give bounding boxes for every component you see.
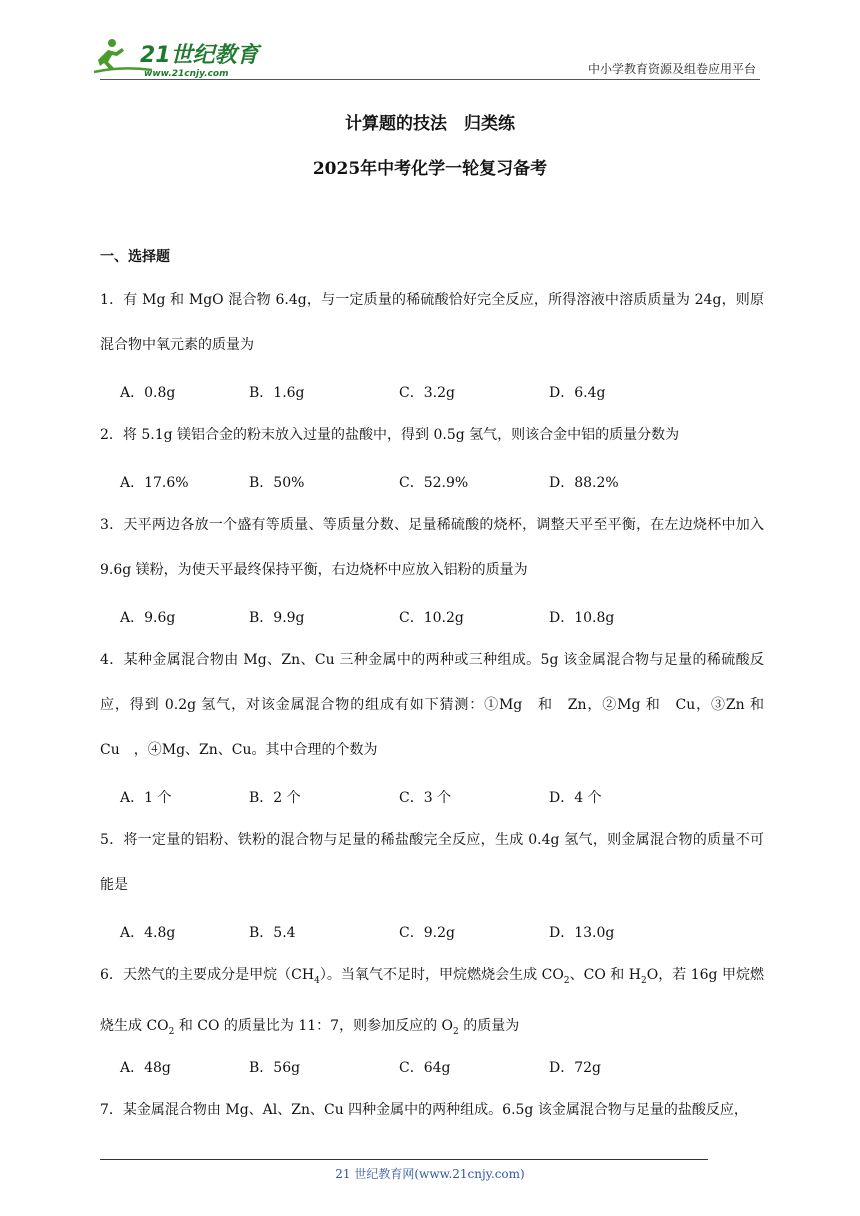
option-a: A．17.6% bbox=[120, 475, 189, 491]
option-b: B．50% bbox=[249, 475, 305, 491]
question-2: 2．将 5.1g 镁铝合金的粉末放入过量的盐酸中，得到 0.5g 氢气，则该合金中铝的质量分数为 bbox=[100, 427, 680, 443]
option-c: C．3 个 bbox=[399, 790, 452, 806]
site-logo bbox=[92, 36, 262, 80]
option-a: A．4.8g bbox=[120, 925, 176, 941]
option-d: D．72g bbox=[549, 1060, 602, 1076]
logo-text: 21世纪教育 bbox=[140, 43, 259, 68]
option-c: C．64g bbox=[399, 1060, 451, 1076]
option-b: B．5.4 bbox=[249, 925, 296, 941]
header-divider bbox=[100, 79, 760, 80]
option-d: D．10.8g bbox=[549, 610, 615, 626]
option-a: A．48g bbox=[120, 1060, 171, 1076]
page-subtitle: 2025年中考化学一轮复习备考 bbox=[312, 159, 548, 179]
question-7: 7．某金属混合物由 Mg、Al、Zn、Cu 四种金属中的两种组成。6.5g 该金属混合物与足量的盐酸反应， bbox=[100, 1102, 748, 1118]
question-6: 6．天然气的主要成分是甲烷$(CH_4)$。当氧气不足时，甲烷燃烧会生成 $CO_2$、CO 和 $H_2O$，若 16g 甲烷燃烧生成 $CO_2$ 和 CO 的质量比为 11：7，则参加反应的 $O_2$ 的质量为 bbox=[100, 967, 765, 1037]
option-b: B．56g bbox=[249, 1060, 301, 1076]
footer-divider bbox=[100, 1159, 708, 1160]
option-b: B．1.6g bbox=[249, 385, 305, 401]
option-a: A．1 个 bbox=[120, 790, 172, 806]
option-c: C．3.2g bbox=[399, 385, 455, 401]
platform-label: 中小学教育资源及组卷应用平台 bbox=[587, 62, 756, 76]
page-title: 计算题的技法 归类练 bbox=[345, 114, 515, 134]
option-a: A．9.6g bbox=[120, 610, 176, 626]
footer-link[interactable]: 21 世纪教育网(www.21cnjy.com) bbox=[335, 1167, 525, 1181]
question-1: 1．有 Mg 和 MgO 混合物 6.4g，与一定质量的稀硫酸恰好完全反应，所得溶液中溶质质量为 24g，则原混合物中氧元素的质量为 bbox=[100, 292, 764, 353]
logo-url: www.21cnjy.com bbox=[144, 69, 229, 79]
question-5: 5．将一定量的铝粉、铁粉的混合物与足量的稀盐酸完全反应，生成 0.4g 氢气，则金属混合物的质量不可能是 bbox=[100, 832, 764, 893]
option-d: D．13.0g bbox=[549, 925, 615, 941]
section-heading: 一、选择题 bbox=[100, 249, 170, 265]
option-c: C．52.9% bbox=[399, 475, 469, 491]
option-d: D．4 个 bbox=[549, 790, 602, 806]
question-4: 4．某种金属混合物由 Mg、Zn、Cu 三种金属中的两种或三种组成。5g 该金属混合物与足量的稀硫酸反应，得到 0.2g 氢气，对该金属混合物的组成有如下猜测：①Mg 和 Zn，②Mg 和 Cu，③Zn 和 Cu ，④Mg、Zn、Cu。其中合理的个数为 bbox=[100, 652, 778, 758]
option-d: D．6.4g bbox=[549, 385, 606, 401]
option-b: B．2 个 bbox=[249, 790, 301, 806]
question-3: 3．天平两边各放一个盛有等质量、等质量分数、足量稀硫酸的烧杯，调整天平至平衡，在左边烧杯中加入 9.6g 镁粉，为使天平最终保持平衡，右边烧杯中应放入铝粉的质量为 bbox=[100, 517, 764, 578]
option-b: B．9.9g bbox=[249, 610, 305, 626]
option-c: C．10.2g bbox=[399, 610, 464, 626]
option-d: D．88.2% bbox=[549, 475, 619, 491]
option-c: C．9.2g bbox=[399, 925, 455, 941]
option-a: A．0.8g bbox=[120, 385, 176, 401]
